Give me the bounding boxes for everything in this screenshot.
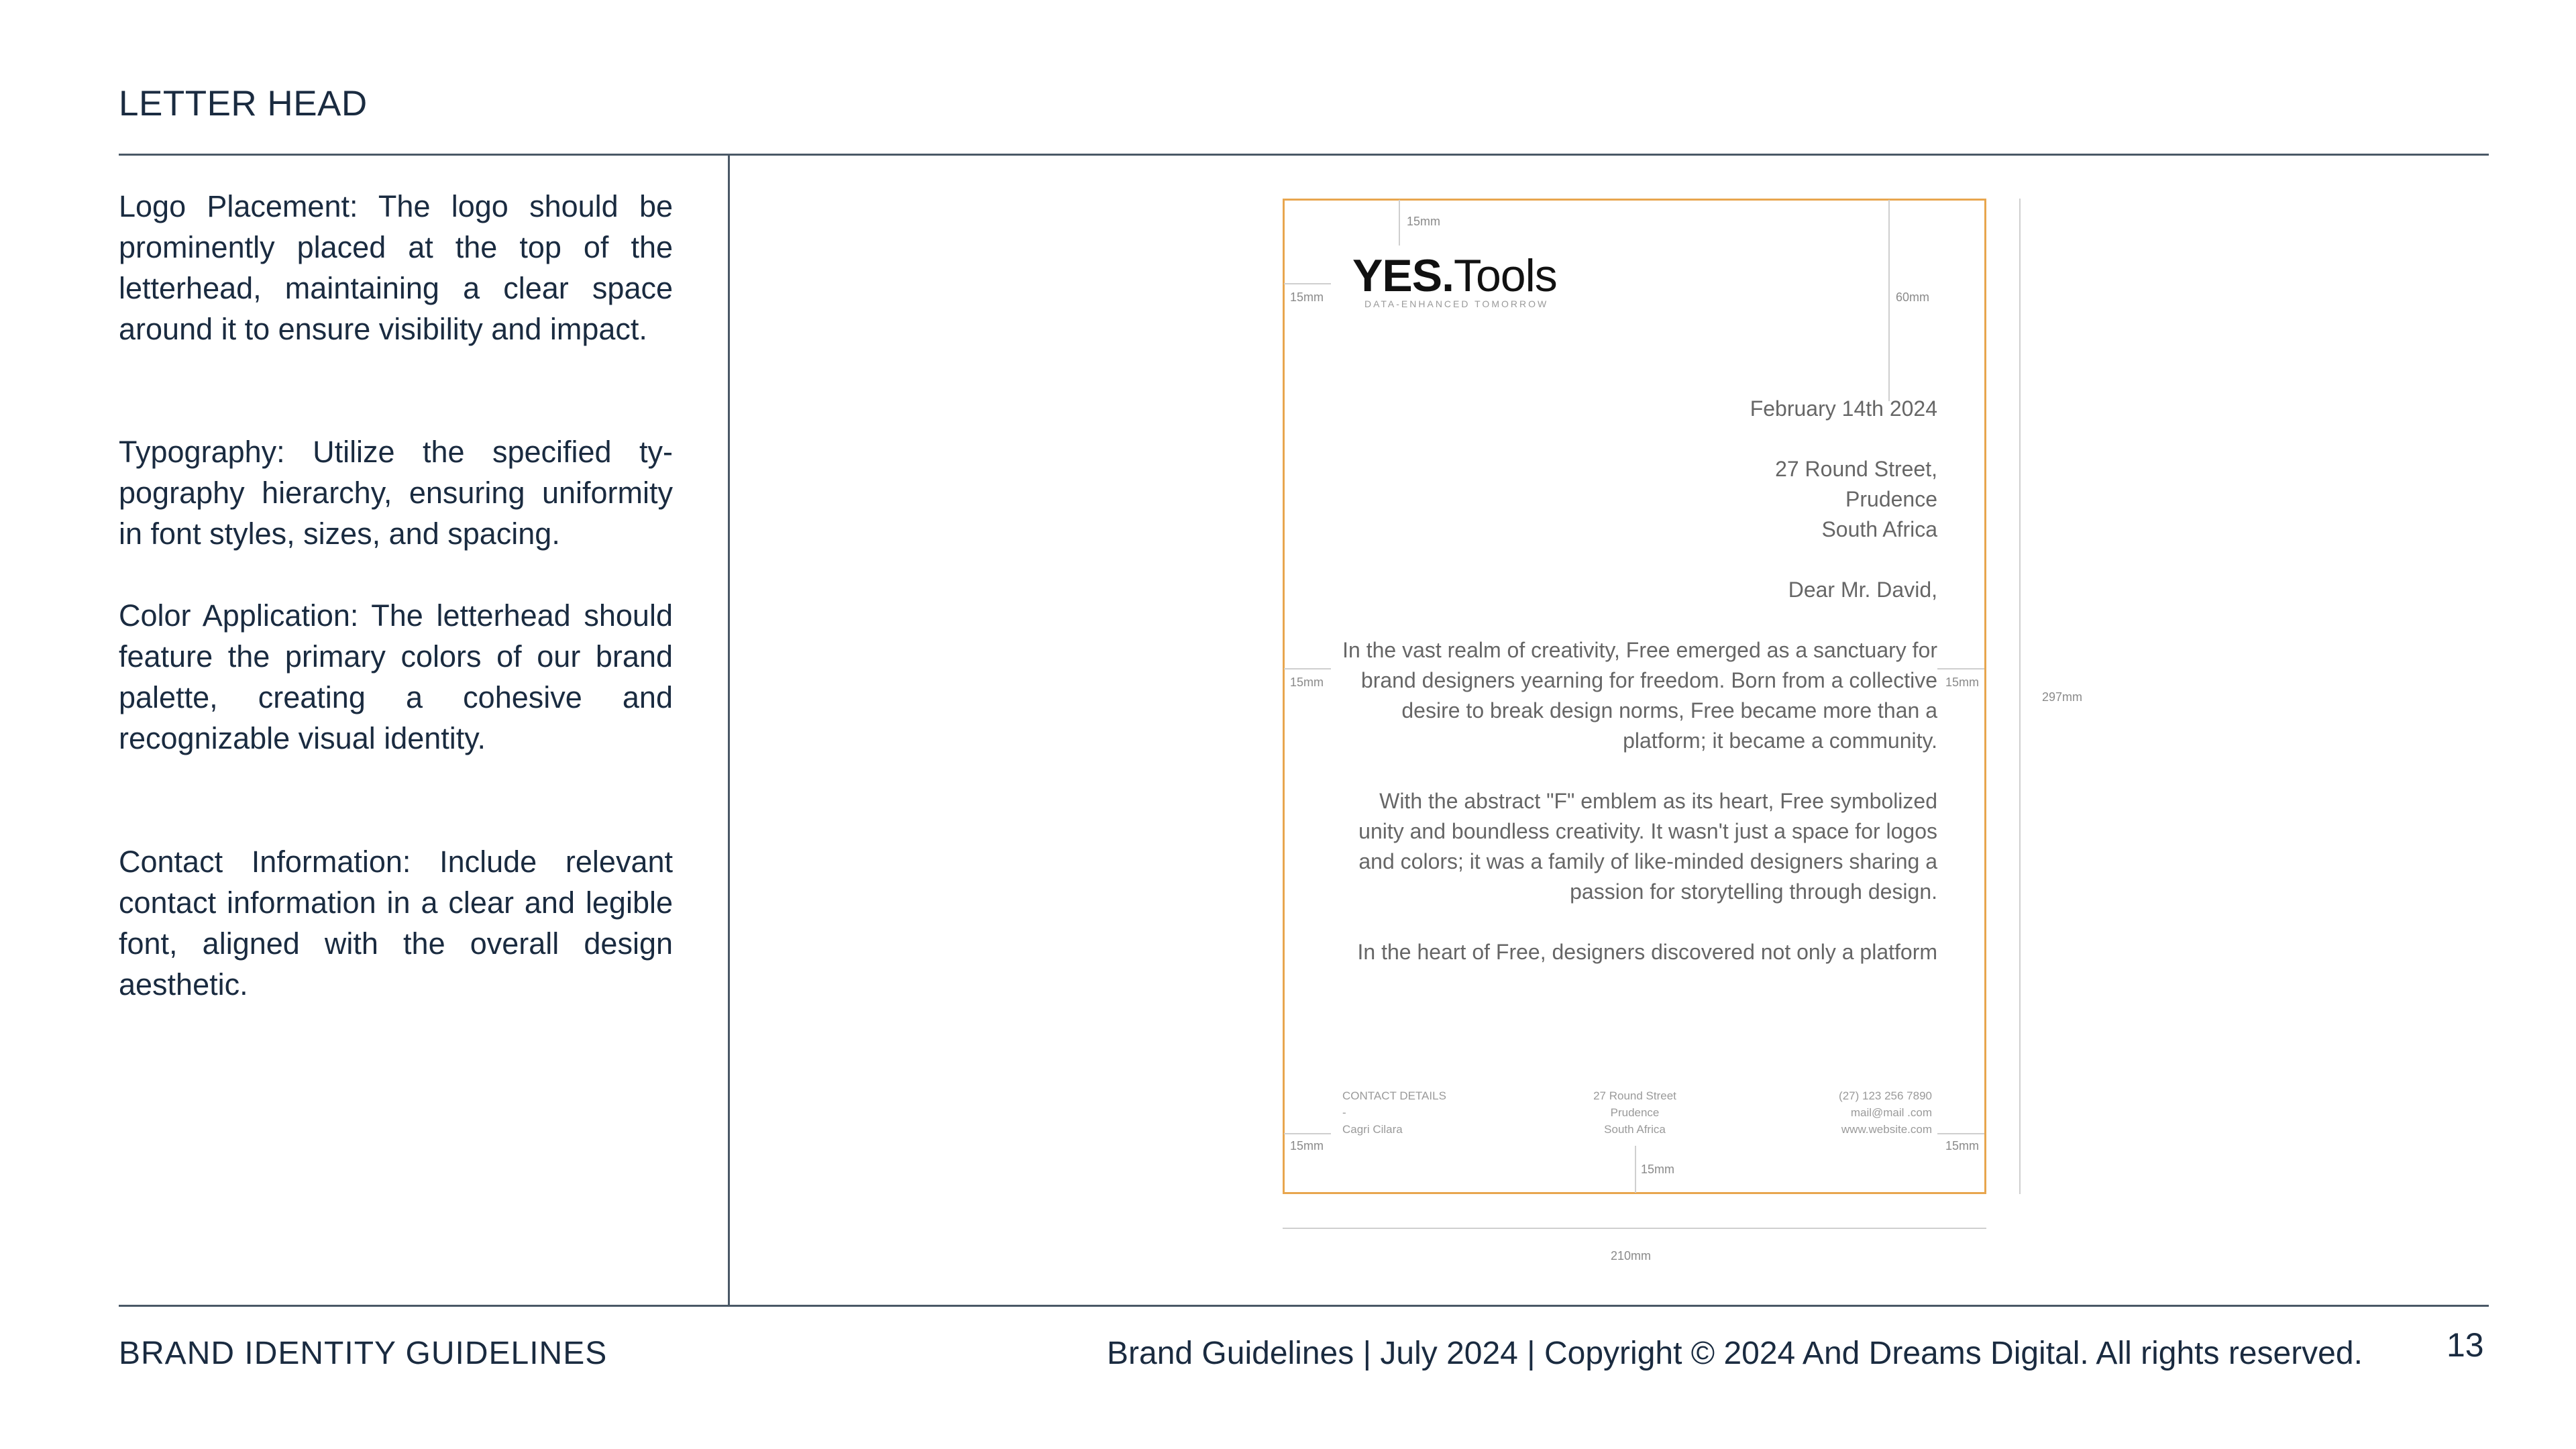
body-line: desire to break design norms, Free became more than a — [1401, 698, 1937, 722]
letter-paragraph — [1342, 635, 1937, 756]
body-line: unity and boundless creativity. It wasn't just a space for logos — [1358, 819, 1937, 843]
guide-left-margin-bottom — [1284, 1133, 1331, 1134]
footer-address-line: 27 Round Street — [1593, 1089, 1676, 1102]
letter-footer-info — [1798, 1087, 1932, 1138]
letter-footer-contact — [1342, 1087, 1446, 1138]
footer-rule — [119, 1305, 2489, 1307]
body-line: and colors; it was a family of like-minded designers sharing a — [1358, 849, 1937, 873]
measure-right-margin-mid: 15mm — [1945, 676, 1980, 689]
body-line: passion for storytelling through design. — [1570, 879, 1937, 904]
measure-height: 297mm — [2042, 690, 2083, 704]
letter-paragraph — [1358, 937, 1937, 967]
body-line: In the heart of Free, designers discovered not only a platform — [1357, 940, 1937, 964]
contact-line: CONTACT DETAILS — [1342, 1089, 1446, 1102]
letter-salutation: Dear Mr. David, — [1788, 578, 1937, 602]
body-line: brand designers yearning for freedom. Born from a collective — [1360, 668, 1937, 692]
measure-left-margin-mid: 15mm — [1290, 676, 1324, 689]
info-line: www.website.com — [1841, 1123, 1932, 1136]
body-line: In the vast realm of creativity, Free emerged as a sanctuary for — [1342, 638, 1937, 662]
body-line: With the abstract "F" emblem as its heart, Free symbolized — [1379, 789, 1937, 813]
guideline-contact-information: Contact Information: Include relevant contact information in a clear and legible font, aligned with the overall design aesthetic. — [119, 845, 673, 1002]
letter-address — [1775, 454, 1937, 545]
measure-top-margin: 15mm — [1407, 215, 1441, 228]
address-line: 27 Round Street, — [1775, 457, 1937, 481]
footer-address-line: South Africa — [1604, 1123, 1666, 1136]
letter-date: February 14th 2024 — [1750, 396, 1937, 421]
measure-left-margin-bottom: 15mm — [1290, 1139, 1324, 1152]
footer-brand-title: BRAND IDENTITY GUIDELINES — [119, 1336, 608, 1371]
guide-right-margin-bottom — [1937, 1133, 1984, 1134]
column-divider — [728, 154, 730, 1306]
logo-bold: YES. — [1352, 250, 1454, 301]
contact-line: - — [1342, 1106, 1346, 1119]
measure-left-margin-top: 15mm — [1290, 290, 1324, 304]
body-line: platform; it became a community. — [1623, 729, 1937, 753]
guide-top-margin — [1399, 200, 1400, 246]
letter-footer-address — [1568, 1087, 1702, 1138]
logo-tagline: DATA-ENHANCED TOMORROW — [1364, 299, 1549, 309]
guide-left-margin-top — [1284, 283, 1331, 284]
guide-logo-right — [1888, 200, 1890, 401]
page-title: LETTER HEAD — [119, 84, 368, 123]
guide-right-margin-mid — [1937, 668, 1984, 669]
brand-logo — [1352, 250, 1557, 302]
guide-width-line — [1283, 1228, 1986, 1229]
footer-copyright: Brand Guidelines | July 2024 | Copyright © 2024 And Dreams Digital. All rights reserved. — [1107, 1336, 2363, 1371]
logo-light: Tools — [1453, 250, 1557, 301]
guideline-typography: Typography: Utilize the specified typography hierarchy, ensuring uniformity in font styles, sizes, and spacing. — [119, 435, 673, 551]
guide-bottom-margin — [1635, 1146, 1636, 1193]
info-line: mail@mail .com — [1850, 1106, 1932, 1119]
address-line: South Africa — [1821, 517, 1937, 541]
footer-address-line: Prudence — [1610, 1106, 1660, 1119]
guideline-color-application: Color Application: The letterhead should feature the primary colors of our brand palette, creating a cohesive and recognizable visual identity. — [119, 598, 673, 755]
info-line: (27) 123 256 7890 — [1839, 1089, 1932, 1102]
measure-width: 210mm — [1611, 1249, 1652, 1263]
guide-left-margin-mid — [1284, 668, 1331, 669]
guideline-logo-placement: Logo Placement: The logo should be prominently placed at the top of the letterhead, maintaining a clear space around it to ensure visibility and impact. — [119, 189, 673, 346]
page-number: 13 — [2447, 1326, 2484, 1364]
header-rule — [119, 154, 2489, 156]
letter-paragraph — [1358, 786, 1937, 907]
address-line: Prudence — [1845, 487, 1937, 511]
guide-height-line — [2019, 199, 2021, 1194]
measure-bottom-margin: 15mm — [1641, 1163, 1675, 1176]
measure-logo-right: 60mm — [1896, 290, 1930, 304]
contact-line: Cagri Cilara — [1342, 1123, 1403, 1136]
measure-right-margin-bottom: 15mm — [1945, 1139, 1980, 1152]
